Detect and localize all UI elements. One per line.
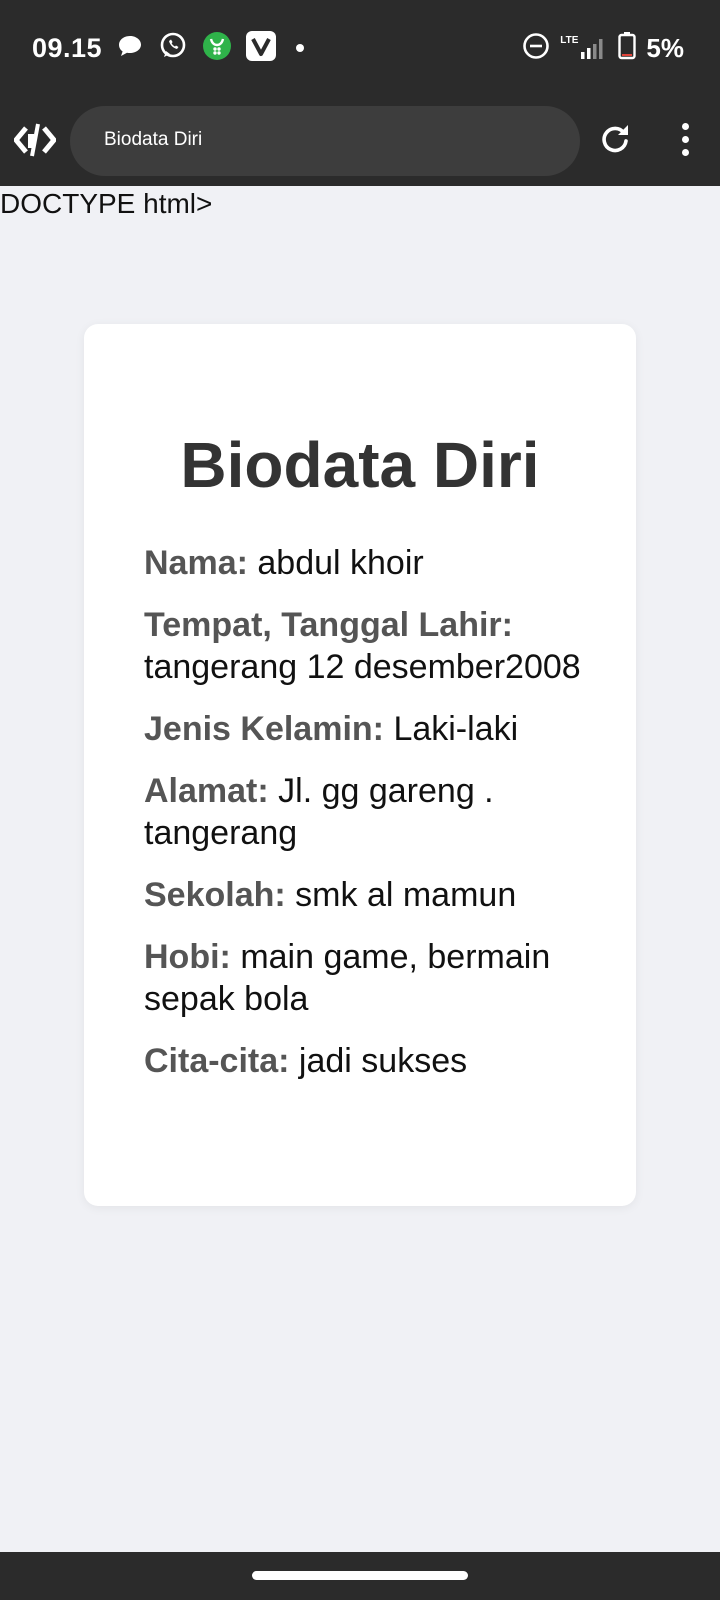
- field-tempat-tanggal-lahir: [144, 604, 594, 688]
- biodata-card: [84, 324, 636, 1206]
- status-left: [32, 30, 304, 66]
- field-label: Hobi:: [144, 938, 231, 976]
- chat-bubble-icon: [116, 32, 144, 65]
- status-right: [522, 30, 684, 66]
- status-time: 09.15: [32, 32, 103, 63]
- field-value: Laki-laki: [393, 710, 519, 748]
- field-value: main game, bermain sepak bola: [144, 938, 551, 1018]
- field-value: tangerang 12 desember2008: [144, 648, 581, 686]
- field-value: jadi sukses: [298, 1042, 468, 1080]
- menu-dot: [682, 136, 689, 143]
- card-title: Biodata Diri: [180, 429, 540, 501]
- navigation-bar: [0, 1552, 720, 1600]
- field-nama: [144, 542, 594, 584]
- battery-percent: 5%: [646, 32, 684, 63]
- page-title-text: Biodata Diri: [104, 129, 203, 150]
- field-alamat: [144, 770, 594, 854]
- field-label: Cita-cita:: [144, 1042, 290, 1080]
- field-label: Tempat, Tanggal Lahir:: [144, 606, 513, 644]
- overflow-menu-button[interactable]: [670, 120, 700, 162]
- field-value: Jl. gg gareng . tangerang: [144, 772, 494, 852]
- field-label: Nama:: [144, 544, 248, 582]
- field-jenis-kelamin: [144, 708, 594, 750]
- green-app-icon: [202, 31, 232, 66]
- field-label: Sekolah:: [144, 876, 286, 914]
- field-label: Jenis Kelamin:: [144, 710, 384, 748]
- field-value: smk al mamun: [295, 876, 517, 914]
- whatsapp-icon: [158, 31, 188, 66]
- more-notifications-dot: [296, 44, 304, 52]
- field-sekolah: [144, 874, 594, 916]
- biodata-fields: [144, 542, 594, 1102]
- home-gesture-handle[interactable]: [252, 1571, 468, 1580]
- field-cita-cita: [144, 1040, 594, 1082]
- browser-toolbar: [0, 96, 720, 186]
- reload-icon[interactable]: [598, 122, 632, 161]
- lte-signal-icon: [560, 36, 604, 60]
- doctype-text: DOCTYPE html>: [0, 188, 213, 219]
- menu-dot: [682, 149, 689, 156]
- battery-icon: [618, 32, 636, 65]
- v-app-icon: [246, 31, 276, 66]
- network-label: LTE: [560, 35, 579, 46]
- app-logo-icon[interactable]: [14, 122, 56, 163]
- status-bar: [0, 0, 720, 96]
- field-label: Alamat:: [144, 772, 269, 810]
- menu-dot: [682, 123, 689, 130]
- field-value: abdul khoir: [257, 544, 424, 582]
- do-not-disturb-icon: [522, 32, 550, 65]
- field-hobi: [144, 936, 594, 1020]
- address-bar[interactable]: [70, 106, 580, 176]
